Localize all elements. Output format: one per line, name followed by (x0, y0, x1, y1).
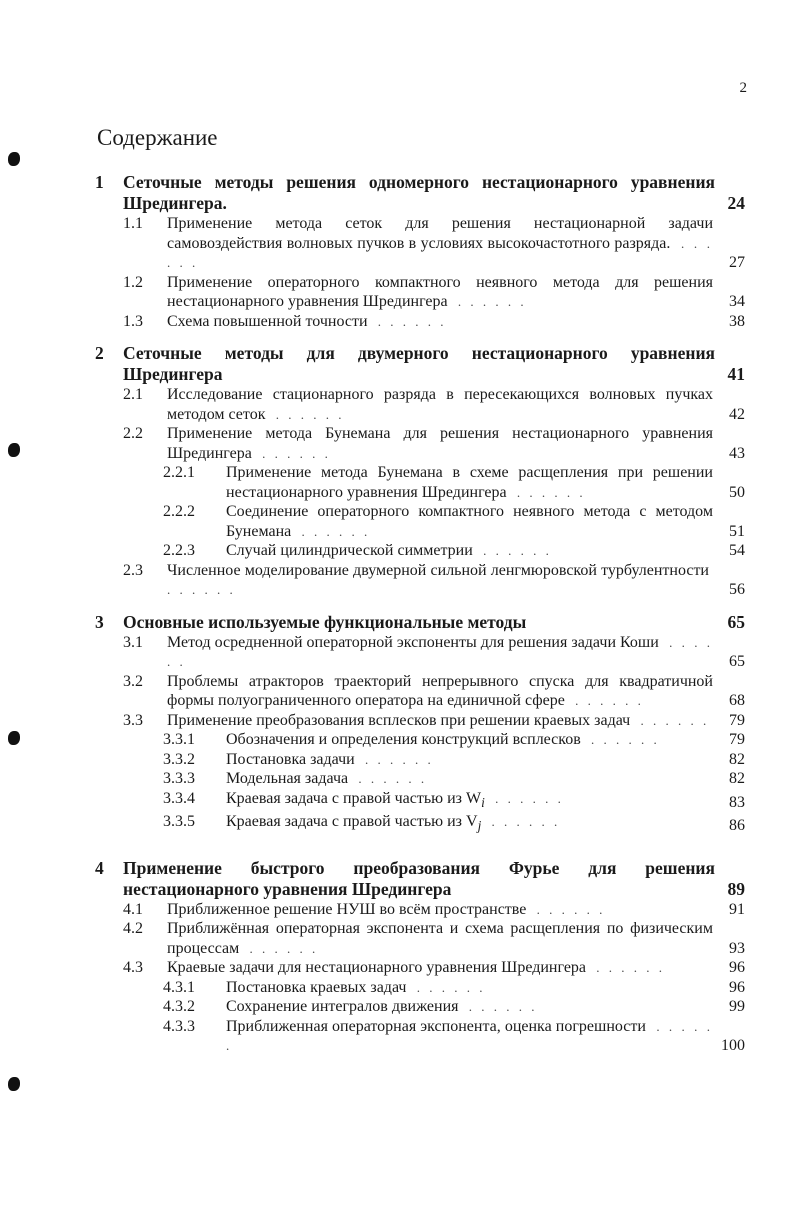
section-page: 79 (729, 731, 745, 748)
subsection-entry[interactable] (95, 463, 745, 502)
section-page: 86 (729, 817, 745, 835)
chapter-page: 89 (727, 878, 745, 899)
section-title: Приближённая операторная экспонента и схема расщепления по физическим процессам (167, 920, 713, 957)
subsection-entry[interactable] (95, 812, 745, 836)
section-page: 100 (721, 1037, 745, 1055)
section-title: Модельная задача (226, 770, 349, 787)
section-number: 3.1 (123, 633, 143, 651)
section-title: Краевая задача с правой частью из V (226, 813, 478, 831)
leader-dots: . . . . . . (371, 313, 447, 329)
chapter-page: 65 (727, 611, 745, 632)
subsection-entry[interactable] (95, 541, 745, 561)
section-number: 4.1 (123, 900, 143, 918)
section-page: 79 (729, 711, 745, 729)
leader-dots: . . . . . . (485, 814, 561, 830)
section-page: 43 (729, 444, 745, 462)
subsection-entry[interactable] (95, 1017, 745, 1056)
section-title: Метод осредненной операторной экспоненты для решения задачи Коши (167, 633, 659, 651)
section-number: 2.2.3 (163, 542, 195, 559)
section-number: 3.3 (123, 711, 143, 729)
section-number: 4.2 (123, 920, 143, 938)
section-entry[interactable] (95, 711, 745, 731)
section-title: Приближенное решение НУШ во всём пространстве (167, 900, 527, 918)
section-page: 68 (729, 692, 745, 709)
section-page: 93 (729, 939, 745, 957)
section-page: 82 (729, 770, 745, 787)
leader-dots: . . . . . . (410, 979, 486, 995)
section-title: Применение преобразования всплесков при решении краевых задач (167, 711, 631, 729)
math-subscript: j (477, 818, 482, 834)
section-page: 56 (729, 581, 745, 598)
chapter-4 (95, 858, 745, 1056)
section-page: 42 (729, 405, 745, 423)
section-number: 1.1 (123, 215, 143, 232)
section-page: 82 (729, 750, 745, 768)
leader-dots: . . . . . . (255, 445, 331, 461)
section-number: 4.3.2 (163, 998, 195, 1016)
leader-dots: . . . . . . (530, 901, 606, 917)
table-of-contents (95, 172, 745, 1068)
section-number: 2.2.1 (163, 464, 195, 481)
section-number: 2.1 (123, 386, 143, 403)
section-page: 99 (729, 998, 745, 1016)
leader-dots: . . . . . . (243, 940, 319, 956)
section-page: 38 (729, 312, 745, 330)
chapter-number: 4 (95, 857, 104, 878)
section-number: 3.3.1 (163, 731, 195, 748)
leader-dots: . . . . . . (488, 790, 564, 806)
section-entry[interactable] (95, 561, 745, 600)
section-page: 96 (729, 978, 745, 996)
subsection-entry[interactable] (95, 789, 745, 813)
section-number: 4.3.1 (163, 978, 195, 996)
section-number: 4.3 (123, 959, 143, 977)
section-number: 1.3 (123, 312, 143, 330)
section-entry[interactable] (95, 214, 745, 273)
leader-dots: . . . . . . (476, 543, 552, 558)
section-entry[interactable] (95, 385, 745, 424)
section-title: Применение операторного компактного неявного метода для решения нестационарного уравнения Шредингера (167, 273, 713, 310)
chapter-title: Основные используемые функциональные методы (123, 611, 527, 632)
section-title: Краевая задача с правой частью из W (226, 789, 482, 807)
subsection-entry[interactable] (95, 978, 745, 998)
leader-dots: . . . . . . (295, 523, 371, 539)
section-title: Соединение операторного компактного неявного метода с методом Бунемана (226, 503, 713, 540)
chapter-heading[interactable] (95, 172, 745, 214)
section-entry[interactable] (95, 672, 745, 711)
section-title: Постановка краевых задач (226, 978, 407, 996)
chapter-title: Сеточные методы решения одномерного нестационарного уравнения Шредингера. (123, 172, 715, 213)
section-number: 3.3.3 (163, 770, 195, 787)
margin-mark (8, 152, 20, 166)
section-title: Случай цилиндрической симметрии (226, 542, 473, 559)
page-title: Содержание (97, 125, 218, 150)
section-entry[interactable] (95, 424, 745, 463)
section-page: 83 (729, 793, 745, 811)
leader-dots: . . . . . . (590, 960, 666, 976)
section-number: 2.2 (123, 425, 143, 442)
section-title: Постановка задачи (226, 750, 355, 768)
math-subscript: i (481, 794, 485, 810)
section-entry[interactable] (95, 633, 745, 672)
section-title: Обозначения и определения конструкций всплесков (226, 731, 581, 748)
section-page: 34 (729, 293, 745, 310)
chapter-title: Сеточные методы для двумерного нестационарного уравнения Шредингера (123, 343, 715, 384)
section-entry[interactable] (95, 312, 745, 332)
section-page: 51 (729, 522, 745, 540)
section-entry[interactable] (95, 919, 745, 958)
section-page: 50 (729, 483, 745, 501)
subsection-entry[interactable] (95, 750, 745, 770)
chapter-1 (95, 172, 745, 331)
section-page: 91 (729, 900, 745, 918)
page-number: 2 (739, 80, 747, 96)
section-page: 54 (729, 542, 745, 559)
subsection-entry[interactable] (95, 730, 745, 750)
section-number: 1.2 (123, 273, 143, 291)
section-title: Применение метода сеток для решения нестационарной задачи самовоздействия волновых пучков в условиях высокочастотного разряда. (167, 215, 713, 252)
chapter-heading[interactable] (95, 612, 745, 633)
section-page: 27 (729, 254, 745, 271)
section-number: 2.3 (123, 561, 143, 579)
leader-dots: . . . . . . (634, 712, 710, 728)
leader-dots: . . . . . . (451, 294, 527, 309)
margin-mark (8, 1077, 20, 1091)
section-number: 3.2 (123, 672, 143, 690)
chapter-title: Применение быстрого преобразования Фурье для решения нестационарного уравнения Шредингера (123, 857, 715, 899)
section-entry[interactable] (95, 900, 745, 920)
section-number: 3.3.5 (163, 813, 195, 831)
section-title: Применение метода Бунемана в схеме расщепления при решении нестационарного уравнения Шредингера (226, 464, 713, 501)
margin-mark (8, 443, 20, 457)
section-title: Исследование стационарного разряда в пересекающихся волновых пучках методом сеток (167, 386, 713, 423)
section-page: 65 (729, 653, 745, 670)
leader-dots: . . . . . . (167, 235, 714, 270)
section-page: 96 (729, 959, 745, 977)
leader-dots: . . . . . . (462, 999, 538, 1015)
leader-dots: . . . . . . (510, 484, 586, 500)
subsection-entry[interactable] (95, 997, 745, 1017)
section-title: Сохранение интегралов движения (226, 998, 459, 1016)
chapter-page: 41 (727, 364, 745, 384)
chapter-page: 24 (727, 193, 745, 213)
section-title: Приближенная операторная экспонента, оценка погрешности (226, 1017, 646, 1035)
leader-dots: . . . . . . (358, 751, 434, 767)
leader-dots: . . . . . . (167, 582, 236, 597)
section-number: 4.3.3 (163, 1017, 195, 1035)
section-number: 2.2.2 (163, 503, 195, 520)
section-entry[interactable] (95, 958, 745, 978)
chapter-number: 3 (95, 611, 104, 632)
chapter-number: 2 (95, 343, 104, 363)
section-entry[interactable] (95, 273, 745, 312)
leader-dots: . . . . . . (269, 406, 345, 422)
section-number: 3.3.2 (163, 750, 195, 768)
margin-mark (8, 731, 20, 745)
leader-dots: . . . . . . (167, 634, 713, 669)
chapter-2 (95, 343, 745, 600)
chapter-3 (95, 612, 745, 836)
leader-dots: . . . . . . (226, 1018, 713, 1054)
section-title: Краевые задачи для нестационарного уравнения Шредингера (167, 959, 587, 977)
chapter-heading[interactable] (95, 858, 745, 900)
section-number: 3.3.4 (163, 789, 195, 807)
chapter-heading[interactable] (95, 343, 745, 385)
section-title: Применение метода Бунемана для решения нестационарного уравнения Шредингера (167, 425, 713, 462)
section-title: Проблемы атракторов траекторий непрерывного спуска для квадратичной формы полуограниченного оператора на единичной сфере (167, 672, 713, 709)
section-title: Схема повышенной точности (167, 312, 368, 330)
section-title: Численное моделирование двумерной сильной ленгмюровской турбулентности (167, 561, 709, 579)
subsection-entry[interactable] (95, 769, 745, 789)
subsection-entry[interactable] (95, 502, 745, 541)
leader-dots: . . . . . . (584, 732, 660, 747)
leader-dots: . . . . . . (568, 693, 644, 708)
leader-dots: . . . . . . (352, 771, 428, 786)
chapter-number: 1 (95, 172, 104, 192)
